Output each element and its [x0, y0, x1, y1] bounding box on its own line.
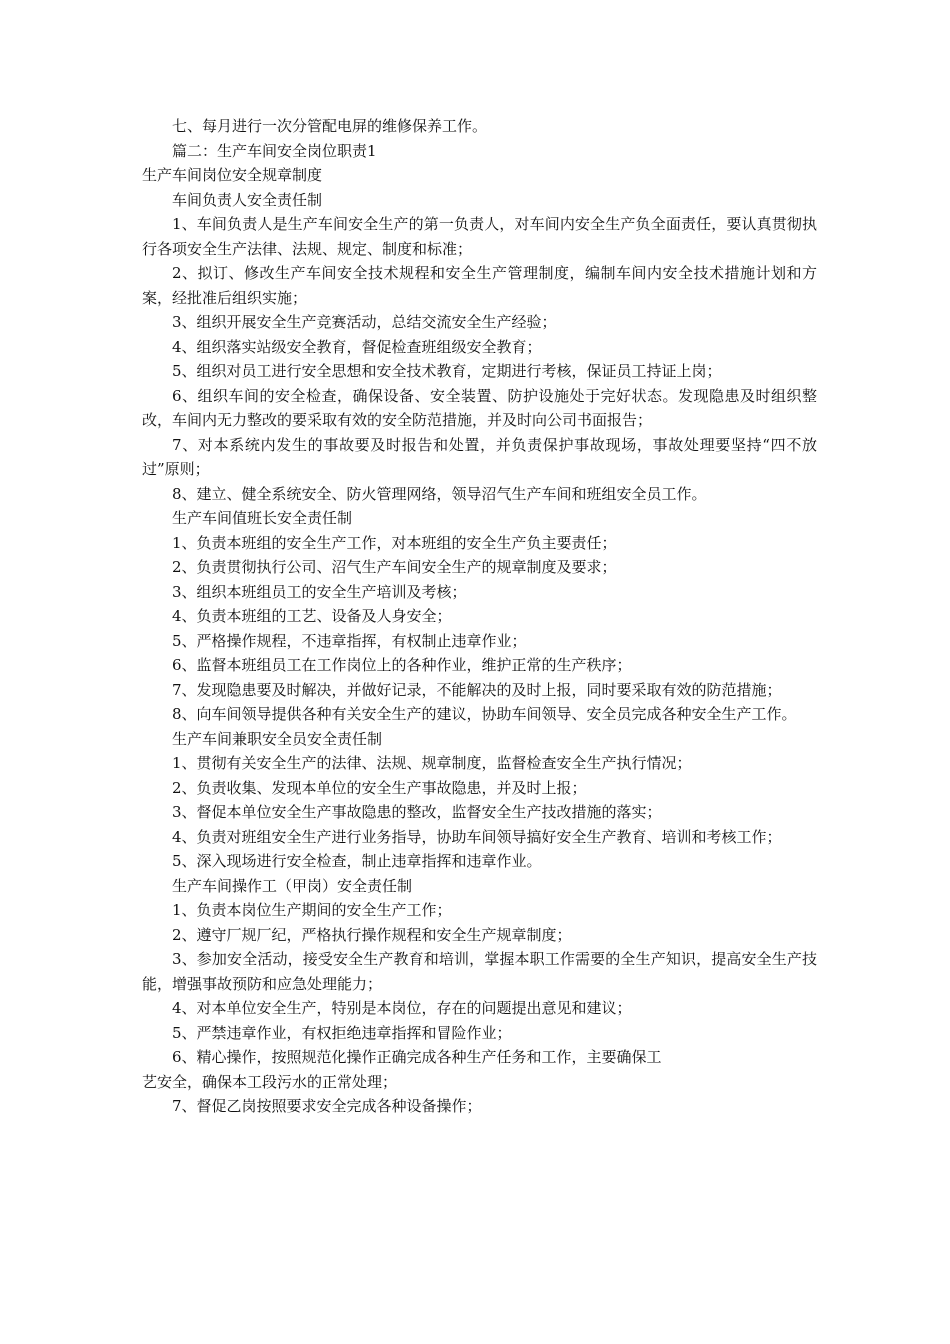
paragraph: 5、严禁违章作业，有权拒绝违章指挥和冒险作业；	[172, 1023, 512, 1042]
paragraph: 七、每月进行一次分管配电屏的维修保养工作。	[172, 117, 488, 135]
paragraph: 2、遵守厂规厂纪，严格执行操作规程和安全生产规章制度；	[172, 925, 572, 944]
paragraph: 生产车间兼职安全员安全责任制	[172, 729, 383, 748]
paragraph: 7、对本系统内发生的事故要及时报告和处置，并负责保护事故现场，事故处理要坚持“四不放过”原则；	[142, 435, 817, 478]
paragraph: 3、组织本班组员工的安全生产培训及考核；	[172, 582, 467, 601]
paragraph: 5、组织对员工进行安全思想和安全技术教育，定期进行考核，保证员工持证上岗；	[172, 362, 722, 380]
paragraph: 4、对本单位安全生产，特别是本岗位，存在的问题提出意见和建议；	[172, 999, 632, 1017]
paragraph: 生产车间操作工（甲岗）安全责任制	[172, 876, 413, 895]
paragraph: 生产车间值班长安全责任制	[172, 509, 353, 527]
paragraph: 4、负责本班组的工艺、设备及人身安全；	[172, 607, 452, 625]
paragraph: 5、严格操作规程，不违章指挥，有权制止违章作业；	[172, 631, 527, 650]
paragraph: 1、负责本岗位生产期间的安全生产工作；	[172, 901, 452, 919]
paragraph: 2、负责贯彻执行公司、沼气生产车间安全生产的规章制度及要求；	[172, 558, 617, 576]
paragraph: 8、建立、健全系统安全、防火管理网络，领导沼气生产车间和班组安全员工作。	[172, 484, 707, 503]
paragraph: 2、负责收集、发现本单位的安全生产事故隐患，并及时上报；	[172, 778, 587, 797]
paragraph: 4、负责对班组安全生产进行业务指导，协助车间领导搞好安全生产教育、培训和考核工作；	[172, 827, 782, 846]
paragraph: 3、组织开展安全生产竞赛活动，总结交流安全生产经验；	[172, 313, 557, 331]
paragraph: 1、车间负责人是生产车间安全生产的第一负责人，对车间内安全生产负全面责任，要认真贯彻执行各项安全生产法律、法规、规定、制度和标准；	[142, 215, 817, 258]
paragraph: 1、负责本班组的安全生产工作，对本班组的安全生产负主要责任；	[172, 533, 617, 552]
paragraph: 车间负责人安全责任制	[172, 190, 323, 209]
paragraph: 艺安全，确保本工段污水的正常处理；	[142, 1072, 398, 1091]
paragraph: 7、发现隐患要及时解决，并做好记录，不能解决的及时上报，同时要采取有效的防范措施；	[172, 680, 782, 699]
paragraph: 4、组织落实站级安全教育，督促检查班组级安全教育；	[172, 337, 542, 356]
paragraph: 8、向车间领导提供各种有关安全生产的建议，协助车间领导、安全员完成各种安全生产工作。	[172, 705, 797, 723]
document-body	[142, 114, 817, 1119]
paragraph: 6、精心操作，按照规范化操作正确完成各种生产任务和工作，主要确保工	[172, 1048, 662, 1066]
paragraph: 7、督促乙岗按照要求安全完成各种设备操作；	[172, 1097, 482, 1115]
paragraph: 3、督促本单位安全生产事故隐患的整改，监督安全生产技改措施的落实；	[172, 803, 662, 821]
paragraph: 6、组织车间的安全检查，确保设备、安全装置、防护设施处于完好状态。发现隐患及时组织整改，车间内无力整改的要采取有效的安全防范措施，并及时向公司书面报告；	[142, 386, 817, 429]
paragraph: 生产车间岗位安全规章制度	[142, 166, 323, 184]
paragraph: 6、监督本班组员工在工作岗位上的各种作业，维护正常的生产秩序；	[172, 656, 632, 674]
paragraph: 3、参加安全活动，接受安全生产教育和培训，掌握本职工作需要的全生产知识，提高安全生产技能，增强事故预防和应急处理能力；	[142, 950, 817, 993]
paragraph: 篇二：生产车间安全岗位职责1	[172, 141, 377, 160]
paragraph: 2、拟订、修改生产车间安全技术规程和安全生产管理制度，编制车间内安全技术措施计划和方案，经批准后组织实施；	[142, 264, 817, 307]
paragraph: 1、贯彻有关安全生产的法律、法规、规章制度，监督检查安全生产执行情况；	[172, 754, 692, 772]
paragraph: 5、深入现场进行安全检查，制止违章指挥和违章作业。	[172, 852, 542, 870]
